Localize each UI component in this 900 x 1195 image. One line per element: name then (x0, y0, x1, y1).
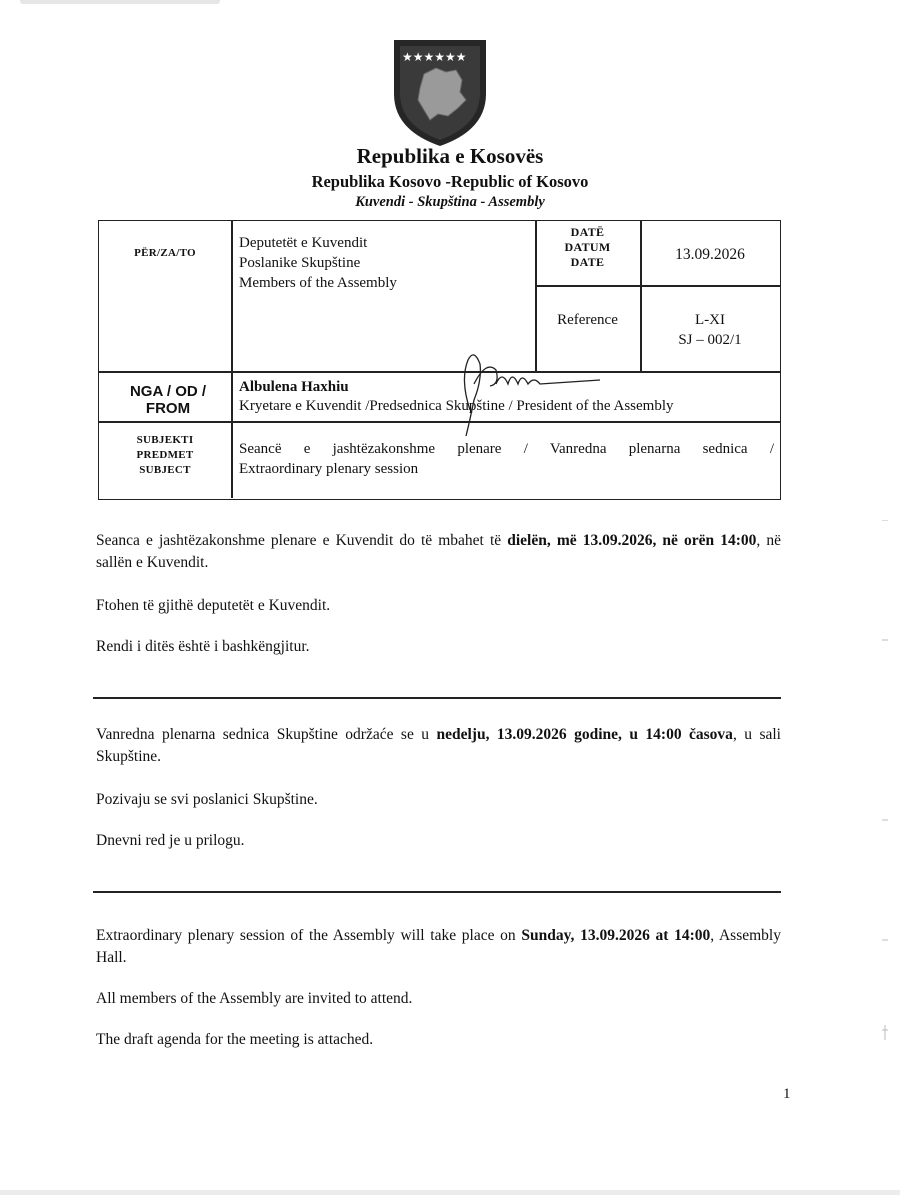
to-line: Poslanike Skupštine (239, 255, 361, 271)
page-number: 1 (783, 1086, 791, 1102)
from-label: NGA / OD / FROM (129, 383, 207, 417)
subject-label: SUBJEKTI PREDMET SUBJECT (136, 434, 194, 476)
kosovo-coat-of-arms-icon (388, 34, 492, 148)
to-line: Members of the Assembly (239, 275, 397, 291)
reference-value: L-XI SJ – 002/1 (678, 312, 742, 348)
svg-text:★★★★★★: ★★★★★★ (402, 50, 467, 64)
letterhead-subtitle: Republika Kosovo -Republic of Kosovo (311, 172, 589, 191)
english-paragraph-2: All members of the Assembly are invited to attend. (96, 990, 413, 1007)
to-label: PËR/ZA/TO (134, 247, 196, 259)
letterhead-title: Republika e Kosovës (356, 144, 544, 168)
albanian-paragraph-1: Seanca e jashtëzakonshme plenare e Kuvendit do të mbahet të dielën, më 13.09.2026, në orën 14:00, në sallën e Kuvendit. (96, 532, 781, 571)
to-recipients (239, 233, 397, 293)
serbian-paragraph-3: Dnevni red je u prilogu. (96, 832, 245, 849)
section-divider (93, 891, 781, 893)
date-label: DATË DATUM DATE (564, 225, 611, 269)
english-paragraph-1: Extraordinary plenary session of the Assembly will take place on Sunday, 13.09.2026 at 14:00, Assembly Hall. (96, 927, 781, 966)
section-divider (93, 697, 781, 699)
serbian-paragraph-1: Vanredna plenarna sednica Skupštine održaće se u nedelju, 13.09.2026 godine, u 14:00 časova, u sali Skupštine. (96, 726, 781, 765)
letterhead-institution: Kuvendi - Skupština - Assembly (355, 194, 545, 210)
scan-artifact (0, 1190, 900, 1195)
reference-label: Reference (557, 312, 618, 328)
subject-text: Seancë e jashtëzakonshme plenare / Vanredna plenarna sednica / Extraordinary plenary session (239, 441, 774, 477)
from-title: Kryetare e Kuvendit /Predsednica Skupštine / President of the Assembly (239, 398, 674, 414)
letterhead (0, 142, 900, 211)
english-paragraph-3: The draft agenda for the meeting is attached. (96, 1031, 374, 1048)
from-name: Albulena Haxhiu (239, 379, 349, 395)
memo-table (98, 220, 781, 500)
scan-artifact (20, 0, 220, 4)
albanian-paragraph-3: Rendi i ditës është i bashkëngjitur. (96, 638, 310, 655)
to-line: Deputetët e Kuvendit (239, 235, 368, 251)
scan-edge-marks (880, 520, 892, 1080)
albanian-paragraph-2: Ftohen të gjithë deputetët e Kuvendit. (96, 597, 331, 614)
date-value: 13.09.2026 (675, 246, 745, 263)
serbian-paragraph-2: Pozivaju se svi poslanici Skupštine. (96, 791, 318, 808)
